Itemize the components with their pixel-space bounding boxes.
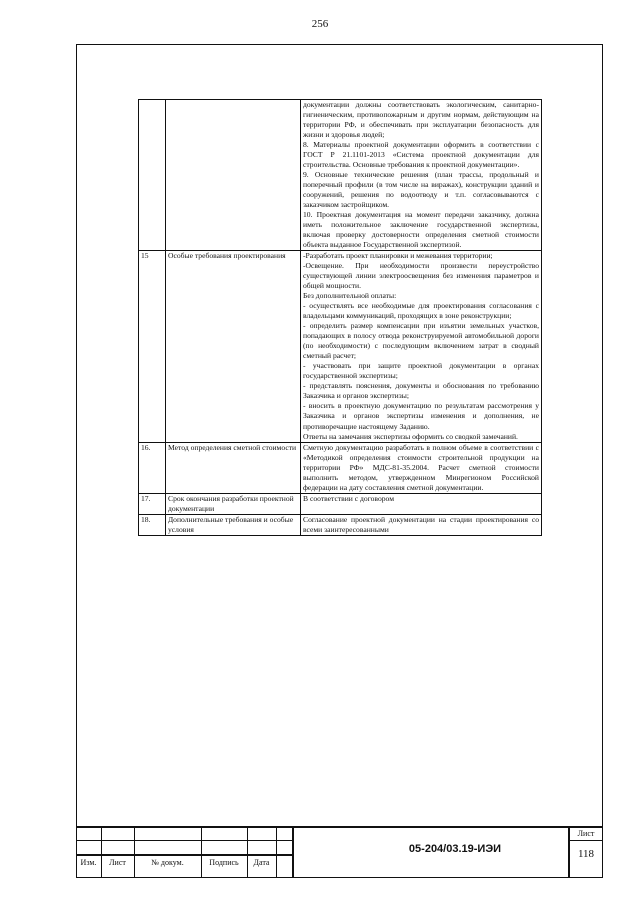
content-paragraph: - представлять пояснения, документы и обоснования по требованию Заказчика и органов экспертизы;: [303, 381, 539, 401]
table-row: [139, 514, 542, 535]
table-row: [139, 251, 542, 442]
content-paragraph: В соответствии с договором: [303, 493, 395, 503]
stamp-col-signature: Подпись: [209, 858, 239, 867]
page-number: 256: [311, 18, 329, 30]
row-number: [139, 100, 166, 251]
content-paragraph: Согласование проектной документации на стадии проектирования со всеми заинтересованными: [303, 514, 539, 534]
table-row: [139, 493, 542, 514]
content-paragraph: Сметную документацию разработать в полном объеме в соответствии с «Методикой определения стоимости строительной продукции на территории РФ» МДС-81-35.2004. Расчет сметной стоимости выполнить методом, утвержденном Минрегионом Российской федерации на дату составления сметной документации.: [303, 442, 539, 492]
requirements-table: [138, 99, 542, 536]
row-number: 15: [139, 251, 166, 442]
stamp-col-doc-number: № докум.: [151, 858, 184, 867]
row-number: 17.: [139, 493, 166, 514]
content-paragraph: Без дополнительной оплаты:: [303, 291, 397, 301]
content-paragraph: - участвовать при защите проектной документации в органах государственной экспертизы;: [303, 361, 539, 381]
content-paragraph: -Освещение. При необходимости произвести переустройство существующей линии электроосвещения без изменения параметров и общей мощности.: [303, 261, 539, 291]
content-paragraph: 9. Основные технические решения (план трассы, продольный и поперечный профили (в том числе на виражах), конструкции зданий и сооружений, решения по водоотводу и т.п. согласовываются с заказчиком застройщиком.: [303, 170, 539, 210]
content-paragraph: 8. Материалы проектной документации оформить в соответствии с ГОСТ Р 21.1101-2013 «Система проектной документации для строительства. Основные требования к проектной документации».: [303, 140, 539, 170]
row-title: Метод определения сметной стоимости: [166, 442, 301, 493]
row-content: [301, 514, 542, 535]
table-row: [139, 100, 542, 251]
content-paragraph: -Разработать проект планировки и межевания территории;: [303, 251, 493, 261]
table-row: [139, 442, 542, 493]
stamp-col-change: Изм.: [80, 858, 97, 867]
stamp-col-sheet: Лист: [109, 858, 126, 867]
content-paragraph: - определить размер компенсации при изъятии земельных участков, попадающих в полосу отвода реконструируемой автомобильной дороги (по необходимости) с последующим включением затрат в сводный сметный расчет;: [303, 321, 539, 361]
row-content: [301, 493, 542, 514]
stamp-col-date: Дата: [253, 858, 270, 867]
row-content: [301, 442, 542, 493]
content-paragraph: Ответы на замечания экспертизы оформить со сводкой замечаний.: [303, 431, 518, 441]
row-content: [301, 251, 542, 442]
row-title: Дополнительные требования и особые условия: [166, 514, 301, 535]
content-paragraph: - осуществлять все необходимые для проектирования согласования с владельцами коммуникаций, проходящих в зоне реконструкции;: [303, 301, 539, 321]
row-title: Срок окончания разработки проектной документации: [166, 493, 301, 514]
sheet-label: Лист: [577, 829, 595, 838]
sheet-number: 118: [577, 848, 595, 860]
content-paragraph: документации должны соответствовать экологическим, санитарно-гигиеническим, противопожарным и другим нормам, действующим на территории РФ, и обеспечивать при эксплуатации безопасность для жизни и здоровья людей;: [303, 100, 539, 140]
document-code: 05-204/03.19-ИЭИ: [408, 843, 502, 855]
row-title: [166, 100, 301, 251]
content-paragraph: 10. Проектная документация на момент передачи заказчику, должна иметь положительное заключение государственной экспертизы, включая проверку достоверности определения сметной стоимости объекта выданное Государственной экспертизой.: [303, 210, 539, 250]
row-number: 18.: [139, 514, 166, 535]
row-title: Особые требования проектирования: [166, 251, 301, 442]
content-paragraph: - вносить в проектную документацию по результатам рассмотрения у Заказчика и органов экспертизы изменения и дополнения, не противоречащие настоящему Заданию.: [303, 401, 539, 431]
row-number: 16.: [139, 442, 166, 493]
row-content: [301, 100, 542, 251]
